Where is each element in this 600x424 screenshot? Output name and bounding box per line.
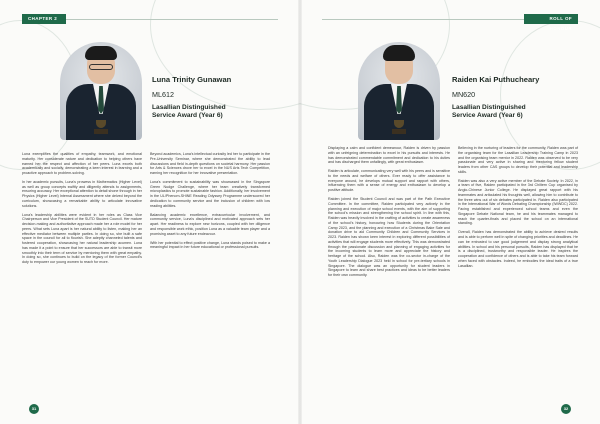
student-code: ML612 (152, 90, 174, 99)
page-number: 31 (29, 404, 39, 414)
award-title (152, 104, 272, 121)
paragraph: Luna's leadership abilities were evident in her roles as Class Vice Chairperson and Vice President of the SUTD Student Council. Her mature decision-making and authoritative approach made her a role model for her peers. What sets Luna apart is her natural ability to listen, making her an effective mediator between multiple parties. In doing so, she built a safe space in the council for all to flourish. She adeptly channeled talents and fostered cooperation, showcasing her natural leadership acumen. Luna has made it a point to ensure that her successors are able to transit more smoothly into their term of service by mentoring them with great empathy. In doing so, she continues to build on the legacy of the former Council's duty to empower our young women to reach for more. (22, 212, 142, 265)
hair-shape (85, 46, 117, 60)
student-photo (358, 42, 440, 140)
paragraph: Raiden is articulate, communicating very well with his peers and is sensitive to the needs and welfare of others. Ever ready to offer assistance to everyone around, he develops mutual support and rapport with others, influencing them with a sense of energy and enthusiasm to develop a positive attitude. (328, 169, 450, 193)
trophy-icon (93, 120, 109, 134)
book-gutter (298, 0, 302, 424)
award-line-2: Service Award (Year 6) (152, 112, 223, 120)
glasses-shape (89, 64, 113, 70)
paragraph: Balancing academic excellence, extracurricular involvement, and community service, Luna's disciplined and motivated approach sets her apart. Her readiness to explore new horizons, coupled with her diligence and responsible work ethic, position Luna as a valuable team player and a promising asset to any future endeavour. (150, 212, 270, 236)
paragraph: Overall, Raiden has demonstrated the ability to achieve desired results and is able to perform well in spite of changing priorities and deadlines. He can be entrusted to use good judgement and display strong analytical abilities. In school and his personal pursuits, Raiden has displayed that he is a disciplined, trustworthy and responsible leader. He inspires the cooperation and confidence of others and is able to take his team forward when faced with obstacles. Indeed, he embodies the ideal traits of a true Lasallian. (458, 230, 579, 268)
header-rule (66, 19, 278, 20)
paragraph: Displaying a calm and confident demeanour, Raiden is driven by passion with an unfeigning determination to excel in his pursuits and interests. He has demonstrated commendable commitment and dedication to his duties and has discharged them unfailingly, with great enthusiasm. (328, 146, 450, 165)
right-page (300, 0, 600, 424)
page-number: 32 (561, 404, 571, 414)
paragraph: In her academic pursuits, Luna's prowess in Mathematics (Higher Level) as well as group concepts swiftly and diligently attends to assignments, ensuring accuracy. Her exceptional attention to detail shone through in her Physics (Higher Level) Internal Assessment where she delved beyond the curriculum, showcasing a remarkable ability to articulate innovative solutions. (22, 179, 142, 208)
award-title (452, 104, 572, 121)
body-column-1 (328, 146, 450, 282)
body-column-1 (22, 152, 142, 269)
award-line-1: Lasallian Distinguished (452, 104, 526, 111)
body-column-2 (458, 146, 578, 273)
body-column-2 (150, 152, 270, 254)
award-line-2: Service Award (Year 6) (452, 112, 523, 120)
student-code: MN620 (452, 90, 476, 99)
student-name: Raiden Kai Puthucheary (452, 75, 540, 84)
paragraph: Believing in the nurturing of leaders for the community, Raiden was part of the organising team for the Lasallian Leadership Training Camp in 2023 and the organising team mentor in 2022. Raiden was observed to be very passionate and very active in sharing and mentoring fellow student leaders from other CAS groups to develop their potential and leadership skills. (458, 146, 578, 174)
hair-shape (383, 45, 415, 61)
header-rule (322, 19, 524, 20)
paragraph: With her potential to effect positive change, Luna stands poised to make a meaningful impact in her future educational or professional pursuits. (150, 240, 270, 250)
paragraph: Beyond academics, Luna's intellectual curiosity led her to participate in the Pre-University Seminar, where she demonstrated the ability to lead discussions and field in-depth questions on societal harmony. Her passion for Arts & Sciences drove her to excel in the NUS Arts Tech Competition, earning her recognition for her innovative presentation. (150, 152, 270, 175)
paragraph: Raiden joined the Student Council and was part of the Path Executive Committee. In the committee, Raiden participated very actively in the planning and execution of major school events, with the aim of supporting the school's mission and strengthening the school spirit. In line with this, Raiden was heavily involved in the crafting of activities to create awareness of the school's history, honouring how Students during the Orientation Camp 2023, and the planning and execution of a Christmas Bake Sale and donation drive to aid Community Children and Community Services in 2023. Raiden has shown keen interest in exploring different possibilities of activities that will engage students more effectively. This was demonstrated through the passionate discussion and planning of engaging activities for the incoming students to learn more and appreciate the history and heritage of the school. Also, Raiden was the co-sector in-charge of the Youth Leadership Dialogue 2023 held in school for pre-tertiary schools in Singapore. The dialogue was an opportunity for student leaders in Singapore to learn and share best practices and ideas to be better leaders for their own community. (328, 197, 450, 278)
section-label: ROLL OF HONOUR (524, 14, 578, 24)
award-line-1: Lasallian Distinguished (152, 104, 226, 111)
paragraph: Luna exemplifies the qualities of empathy, teamwork, and emotional maturity. Her considerate nature and dedication to helping others have earned her the respect and affection of her peers. Luna excels both academically and socially, demonstrating a keen interest in learning and a proactive approach to problem-solving. (22, 152, 142, 175)
student-photo (60, 42, 142, 140)
chapter-label: CHAPTER 2 (22, 14, 66, 24)
paragraph: Raiden was also a very active member of the Debate Society. In 2022, in a team of five, Raiden participated in the 3rd Chiltern Cup organised by Anglo-Chinese Junior College. He displayed great rapport with his teammates and articulated his thoughts well, allowing him to contribute to the three wins out of six debates participated in. Raiden also participated in the International War of Words Debating Championship (IWWDC) 2022. Facing established and experienced school teams and even the Singapore Debate National team, he and his teammates managed to reach the quarter-finals and placed the school on an international standing. (458, 178, 578, 226)
student-name: Luna Trinity Gunawan (152, 75, 232, 84)
paragraph: Luna's commitment to sustainability was showcased in the Singapore Green Nudge Challenge, where her team creatively transformed microplastics to promote sustainable fashion. Additionally, her involvement in the UL/Phenom-SHINE Reading Odyssey Programme underscored her dedication to community service and the inclusion of children with low reading abilities. (150, 179, 270, 208)
trophy-icon (391, 120, 407, 134)
